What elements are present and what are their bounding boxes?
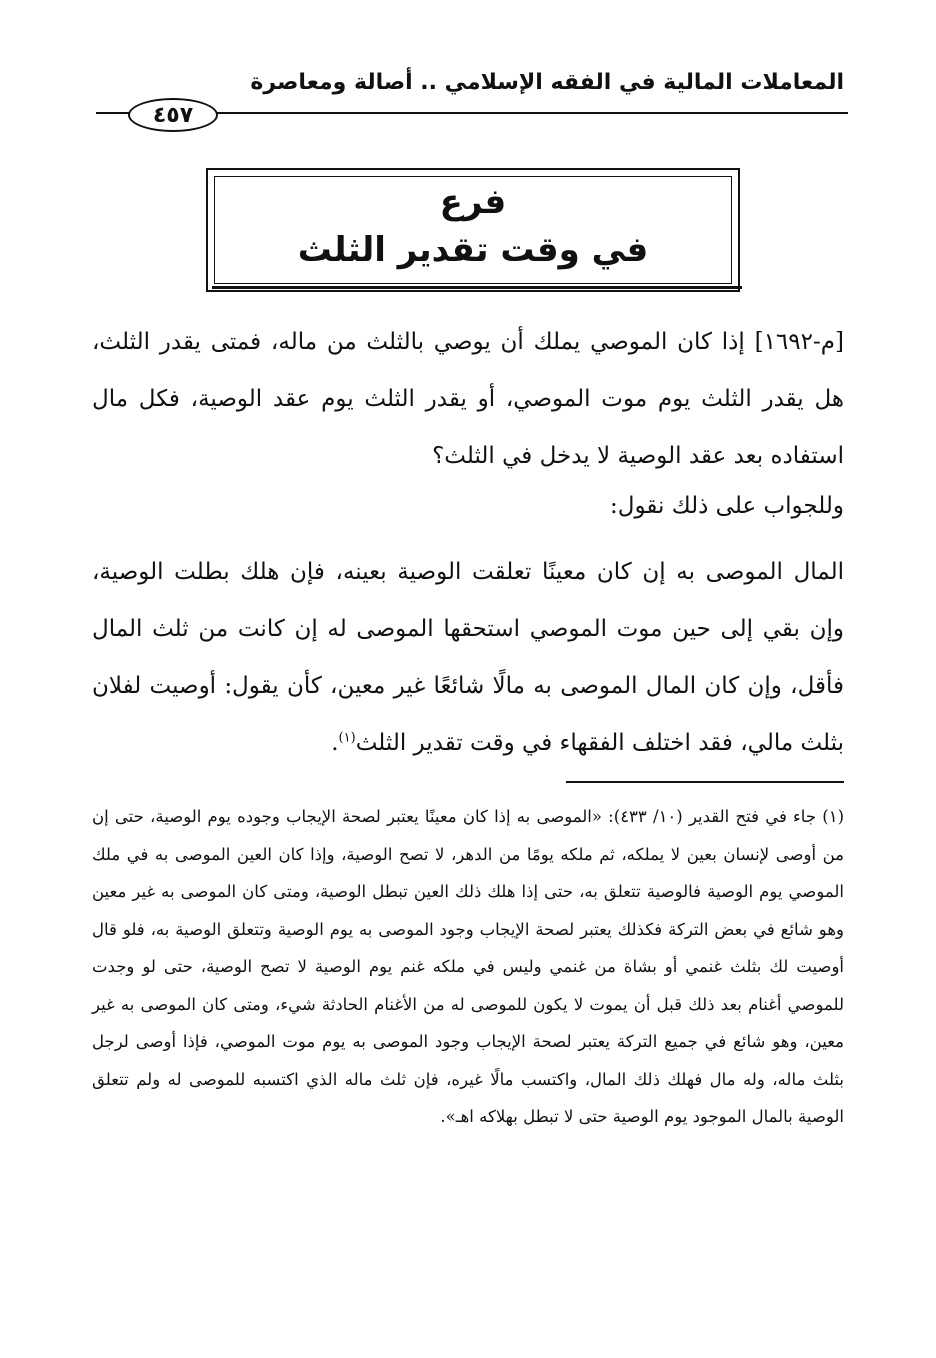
body-paragraph-3 xyxy=(92,544,844,772)
body-paragraph-3-text: المال الموصى به إن كان معينًا تعلقت الوصية بعينه، فإن هلك بطلت الوصية، وإن بقي إلى حين موت الموصي استحقها الموصى له إن كانت من ثلث المال فأقل، وإن كان المال الموصى به مالًا شائعًا غير معين، كأن يقول: أوصيت لفلان بثلث مالي، فقد اختلف الفقهاء في وقت تقدير الثلث xyxy=(92,559,844,756)
section-label: فرع xyxy=(439,182,507,222)
running-header-title: المعاملات المالية في الفقه الإسلامي .. أصالة ومعاصرة xyxy=(250,70,844,95)
section-title: في وقت تقدير الثلث xyxy=(297,230,649,270)
body-paragraph-3-end: . xyxy=(331,730,339,756)
body-paragraph-2: وللجواب على ذلك نقول: xyxy=(610,493,844,519)
footnote-text: (١) جاء في فتح القدير (١٠/ ٤٣٣): «الموصى به إذا كان معينًا يعتبر لصحة الإيجاب وجوده يوم الوصية، حتى إن من أوصى لإنسان بعين لا يملكه، ثم ملكه يومًا من الدهر، لا تصح الوصية، وإذا كان العين الموصى به في ملك الموصي يوم الوصية فالوصية تتعلق به، حتى إذا هلك ذلك العين تبطل الوصية، ومتى كان الموصى به غير معين وهو شائع في بعض التركة فكذلك يعتبر لصحة الإيجاب وجود الموصى به يوم الوصية وتتعلق الوصية به، فلو قال أوصيت لك بثلث غنمي أو بشاة من غنمي وليس في ملكه غنم يوم الوصية لا تصح الوصية، حتى لو وجدت للموصي أغنام بعد ذلك قبل أن يموت لا يكون للموصى له من الأغنام الحادثة شيء، ومتى كان الموصى به غير معين، وهو شائع في جميع التركة يعتبر لصحة الإيجاب وجود الموصى به يوم موت الموصي، فإذا أوصى لرجل بثلث ماله، وله مال فهلك ذلك المال، واكتسب مالًا غيره، فإن ثلث ماله الذي اكتسبه للموصى له ولم تتعلق الوصية بالمال الموجود يوم الوصية حتى لا تبطل بهلاكه اهـ». xyxy=(92,807,845,1126)
body-paragraph-1: [م-١٦٩٢] إذا كان الموصي يملك أن يوصي بالثلث من ماله، فمتى يقدر الثلث، هل يقدر الثلث يوم موت الموصي، أو يقدر الثلث يوم عقد الوصية، فكل مال استفاده بعد عقد الوصية لا يدخل في الثلث؟ xyxy=(92,329,844,469)
section-title-box xyxy=(206,168,740,292)
footnote-reference: (١) xyxy=(338,730,356,746)
page-number: ٤٥٧ xyxy=(128,98,218,132)
footnote-rule xyxy=(566,781,844,783)
